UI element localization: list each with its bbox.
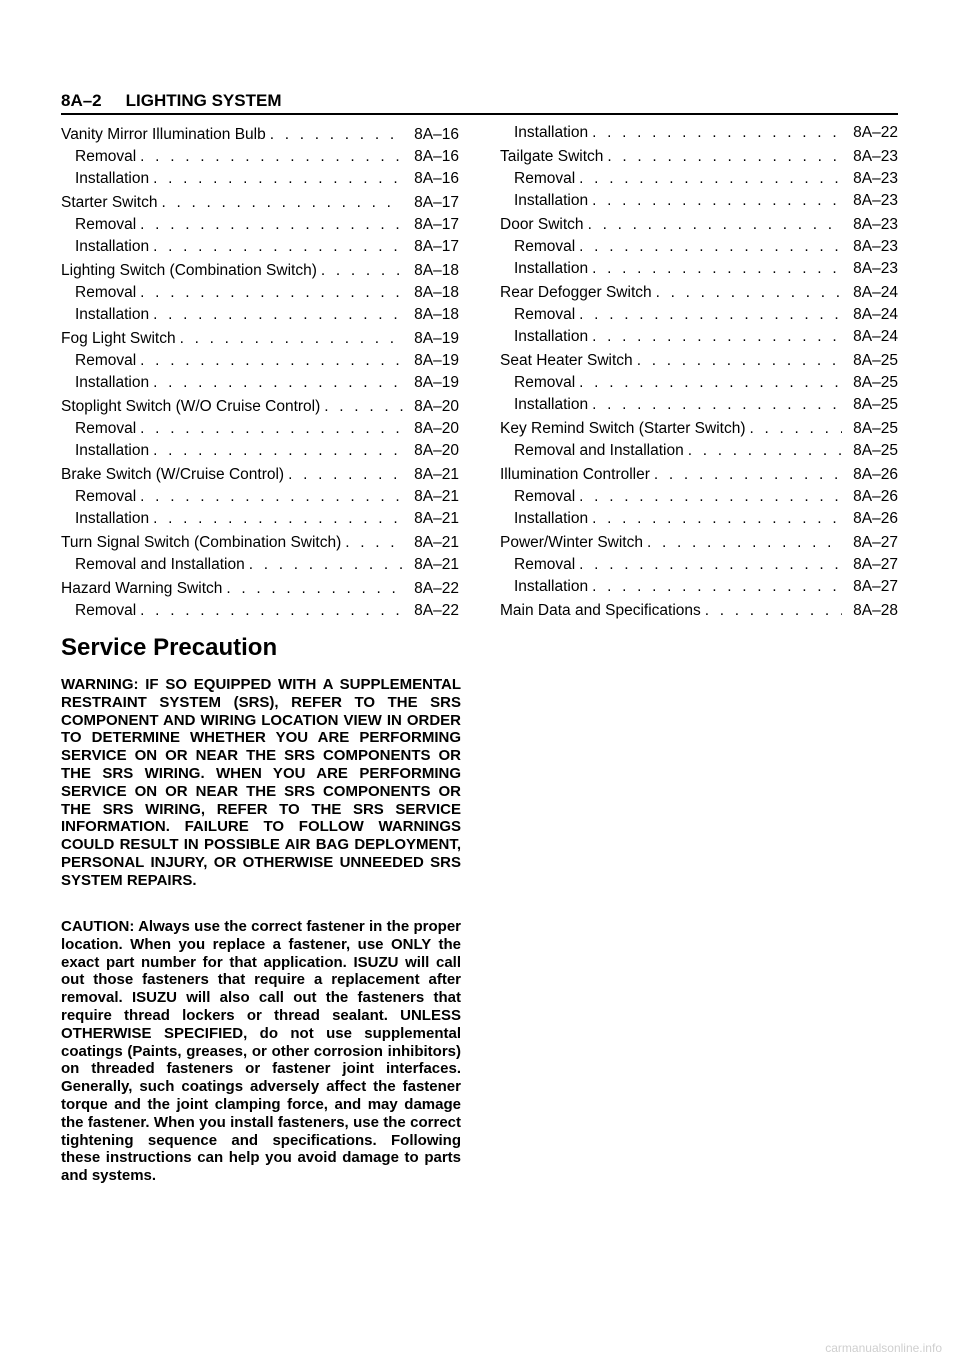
toc-leader-dots bbox=[637, 352, 842, 370]
toc-leader-dots bbox=[324, 398, 403, 416]
toc-leader-dots bbox=[153, 510, 403, 528]
toc-entry-title: Removal and Installation bbox=[514, 442, 684, 459]
toc-entry-title: Removal bbox=[514, 488, 576, 505]
toc-entry-page: 8A–22 bbox=[414, 580, 459, 597]
toc-entry[interactable] bbox=[500, 602, 898, 624]
toc-entry-page: 8A–26 bbox=[853, 510, 898, 527]
toc-leader-dots bbox=[153, 374, 403, 392]
toc-entry-page: 8A–19 bbox=[414, 330, 459, 347]
toc-leader-dots bbox=[592, 578, 842, 596]
toc-leader-dots bbox=[592, 396, 842, 414]
toc-leader-dots bbox=[688, 442, 842, 460]
toc-entry[interactable] bbox=[61, 580, 459, 602]
toc-entry-page: 8A–26 bbox=[853, 488, 898, 505]
toc-entry[interactable] bbox=[61, 510, 459, 532]
toc-entry[interactable] bbox=[500, 124, 898, 146]
toc-entry-title: Installation bbox=[75, 238, 150, 255]
toc-entry-page: 8A–21 bbox=[414, 466, 459, 483]
toc-entry-title: Rear Defogger Switch bbox=[500, 284, 652, 301]
toc-entry[interactable] bbox=[500, 534, 898, 556]
toc-entry[interactable] bbox=[61, 216, 459, 238]
toc-entry[interactable] bbox=[61, 352, 459, 374]
toc-leader-dots bbox=[592, 510, 842, 528]
toc-entry[interactable] bbox=[500, 260, 898, 282]
toc-entry-page: 8A–26 bbox=[853, 466, 898, 483]
toc-entry[interactable] bbox=[500, 328, 898, 350]
toc-entry[interactable] bbox=[61, 148, 459, 170]
toc-entry[interactable] bbox=[500, 238, 898, 260]
toc-entry-title: Starter Switch bbox=[61, 194, 158, 211]
toc-leader-dots bbox=[607, 148, 842, 166]
toc-entry[interactable] bbox=[61, 126, 459, 148]
toc-entry[interactable] bbox=[500, 352, 898, 374]
toc-entry-title: Stoplight Switch (W/O Cruise Control) bbox=[61, 398, 321, 415]
toc-leader-dots bbox=[592, 124, 842, 142]
toc-entry[interactable] bbox=[61, 262, 459, 284]
section-title: Service Precaution bbox=[61, 634, 278, 661]
toc-leader-dots bbox=[579, 170, 842, 188]
toc-leader-dots bbox=[705, 602, 842, 620]
toc-entry-page: 8A–20 bbox=[414, 420, 459, 437]
toc-entry-page: 8A–18 bbox=[414, 284, 459, 301]
toc-leader-dots bbox=[579, 306, 842, 324]
toc-entry-page: 8A–27 bbox=[853, 578, 898, 595]
toc-entry[interactable] bbox=[500, 170, 898, 192]
toc-entry-page: 8A–19 bbox=[414, 352, 459, 369]
toc-entry-title: Removal bbox=[514, 374, 576, 391]
toc-leader-dots bbox=[161, 194, 403, 212]
toc-entry-page: 8A–22 bbox=[414, 602, 459, 619]
toc-leader-dots bbox=[226, 580, 403, 598]
toc-entry-page: 8A–23 bbox=[853, 260, 898, 277]
toc-leader-dots bbox=[588, 216, 842, 234]
toc-entry[interactable] bbox=[61, 238, 459, 260]
toc-leader-dots bbox=[140, 420, 403, 438]
toc-leader-dots bbox=[321, 262, 403, 280]
toc-entry-title: Turn Signal Switch (Combination Switch) bbox=[61, 534, 342, 551]
toc-entry-page: 8A–21 bbox=[414, 488, 459, 505]
toc-entry-page: 8A–24 bbox=[853, 306, 898, 323]
toc-leader-dots bbox=[153, 238, 403, 256]
toc-entry[interactable] bbox=[61, 488, 459, 510]
toc-entry[interactable] bbox=[61, 420, 459, 442]
toc-entry[interactable] bbox=[61, 442, 459, 464]
toc-entry-title: Installation bbox=[75, 442, 150, 459]
toc-entry[interactable] bbox=[61, 602, 459, 624]
toc-leader-dots bbox=[579, 374, 842, 392]
toc-leader-dots bbox=[654, 466, 842, 484]
toc-leader-dots bbox=[592, 260, 842, 278]
toc-leader-dots bbox=[270, 126, 403, 144]
toc-entry-title: Removal bbox=[514, 170, 576, 187]
toc-entry-title: Installation bbox=[514, 192, 589, 209]
toc-entry-title: Removal bbox=[514, 238, 576, 255]
page-header bbox=[61, 90, 898, 112]
toc-entry-title: Installation bbox=[75, 374, 150, 391]
toc-entry-page: 8A–23 bbox=[853, 170, 898, 187]
toc-entry-title: Door Switch bbox=[500, 216, 584, 233]
warning-paragraph: WARNING: IF SO EQUIPPED WITH A SUPPLEMENTAL RESTRAINT SYSTEM (SRS), REFER TO THE SRS COMPONENT AND WIRING LOCATION VIEW IN ORDER TO DETERMINE WHETHER YOU ARE PERFORMING SERVICE ON OR NEAR THE SRS COMPONENTS OR THE SRS WIRING. WHEN YOU ARE PERFORMING SERVICE ON OR NEAR THE SRS COMPONENTS OR THE SRS WIRING, REFER TO THE SRS SERVICE INFORMATION. FAILURE TO FOLLOW WARNINGS COULD RESULT IN POSSIBLE AIR BAG DEPLOYMENT, PERSONAL INJURY, OR OTHERWISE UNNEEDED SRS SYSTEM REPAIRS. bbox=[61, 676, 461, 889]
toc-entry-title: Installation bbox=[514, 260, 589, 277]
toc-entry-page: 8A–25 bbox=[853, 442, 898, 459]
toc-entry-page: 8A–19 bbox=[414, 374, 459, 391]
toc-entry-page: 8A–21 bbox=[414, 510, 459, 527]
toc-entry-title: Removal bbox=[75, 352, 137, 369]
toc-entry-title: Removal bbox=[75, 148, 137, 165]
toc-entry[interactable] bbox=[61, 170, 459, 192]
toc-entry[interactable] bbox=[500, 374, 898, 396]
toc-entry-page: 8A–23 bbox=[853, 148, 898, 165]
toc-leader-dots bbox=[140, 284, 403, 302]
toc-entry[interactable] bbox=[500, 148, 898, 170]
toc-entry-page: 8A–18 bbox=[414, 262, 459, 279]
toc-entry-title: Fog Light Switch bbox=[61, 330, 176, 347]
toc-leader-dots bbox=[153, 170, 403, 188]
toc-leader-dots bbox=[153, 306, 403, 324]
toc-entry[interactable] bbox=[500, 510, 898, 532]
toc-right-column bbox=[500, 124, 898, 624]
toc-leader-dots bbox=[140, 148, 403, 166]
toc-leader-dots bbox=[579, 488, 842, 506]
toc-entry-page: 8A–27 bbox=[853, 556, 898, 573]
toc-entry-title: Removal bbox=[75, 602, 137, 619]
toc-entry[interactable] bbox=[61, 466, 459, 488]
toc-entry-page: 8A–20 bbox=[414, 442, 459, 459]
toc-leader-dots bbox=[750, 420, 843, 438]
toc-entry-title: Installation bbox=[75, 306, 150, 323]
toc-leader-dots bbox=[140, 352, 403, 370]
toc-entry-title: Removal bbox=[75, 488, 137, 505]
toc-entry-title: Installation bbox=[514, 578, 589, 595]
toc-entry-title: Installation bbox=[514, 510, 589, 527]
toc-entry-title: Power/Winter Switch bbox=[500, 534, 643, 551]
toc-entry-page: 8A–25 bbox=[853, 352, 898, 369]
caution-paragraph: CAUTION: Always use the correct fastener in the proper location. When you replace a fastener, use ONLY the exact part number for that application. ISUZU will call out those fasteners that require a replacement after removal. ISUZU will also call out the fasteners that require thread lockers or thread sealant. UNLESS OTHERWISE SPECIFIED, do not use supplemental coatings (Paints, greases, or other corrosion inhibitors) on threaded fasteners or fastener joint interfaces. Generally, such coatings adversely affect the fastener torque and the joint clamping force, and may damage the fastener. When you install fasteners, use the correct tightening sequence and specifications. Following these instructions can help you avoid damage to parts and systems. bbox=[61, 918, 461, 1185]
toc-entry-page: 8A–16 bbox=[414, 126, 459, 143]
toc-entry-page: 8A–23 bbox=[853, 192, 898, 209]
toc-entry-title: Installation bbox=[514, 396, 589, 413]
toc-entry[interactable] bbox=[61, 330, 459, 352]
toc-entry[interactable] bbox=[500, 396, 898, 418]
toc-entry-title: Removal bbox=[514, 306, 576, 323]
toc-entry-page: 8A–22 bbox=[853, 124, 898, 141]
toc-entry-page: 8A–16 bbox=[414, 170, 459, 187]
toc-entry[interactable] bbox=[500, 216, 898, 238]
toc-entry[interactable] bbox=[61, 284, 459, 306]
toc-leader-dots bbox=[592, 328, 842, 346]
toc-entry[interactable] bbox=[500, 556, 898, 578]
toc-entry[interactable] bbox=[500, 488, 898, 510]
toc-entry-page: 8A–25 bbox=[853, 374, 898, 391]
toc-entry[interactable] bbox=[500, 442, 898, 464]
toc-entry-page: 8A–17 bbox=[414, 216, 459, 233]
toc-entry[interactable] bbox=[500, 192, 898, 214]
chapter-title: LIGHTING SYSTEM bbox=[125, 91, 282, 110]
toc-entry[interactable] bbox=[500, 306, 898, 328]
toc-entry-page: 8A–24 bbox=[853, 284, 898, 301]
toc-entry[interactable] bbox=[500, 578, 898, 600]
toc-entry-title: Illumination Controller bbox=[500, 466, 650, 483]
toc-leader-dots bbox=[592, 192, 842, 210]
toc-leader-dots bbox=[153, 442, 403, 460]
toc-leader-dots bbox=[140, 216, 403, 234]
toc-entry-title: Removal bbox=[75, 420, 137, 437]
toc-entry-page: 8A–21 bbox=[414, 534, 459, 551]
toc-leader-dots bbox=[180, 330, 403, 348]
toc-leader-dots bbox=[579, 556, 842, 574]
toc-entry-title: Vanity Mirror Illumination Bulb bbox=[61, 126, 266, 143]
toc-leader-dots bbox=[288, 466, 403, 484]
toc-entry[interactable] bbox=[500, 466, 898, 488]
toc-leader-dots bbox=[656, 284, 842, 302]
toc-entry-page: 8A–23 bbox=[853, 216, 898, 233]
toc-entry-page: 8A–17 bbox=[414, 238, 459, 255]
toc-entry-page: 8A–27 bbox=[853, 534, 898, 551]
toc-entry-title: Removal and Installation bbox=[75, 556, 245, 573]
toc-entry-page: 8A–23 bbox=[853, 238, 898, 255]
toc-entry-title: Main Data and Specifications bbox=[500, 602, 701, 619]
toc-entry-page: 8A–16 bbox=[414, 148, 459, 165]
toc-entry-title: Installation bbox=[75, 510, 150, 527]
toc-entry-title: Installation bbox=[514, 328, 589, 345]
toc-leader-dots bbox=[140, 602, 403, 620]
toc-entry[interactable] bbox=[500, 420, 898, 442]
toc-left-column bbox=[61, 124, 459, 624]
toc-entry[interactable] bbox=[61, 534, 459, 556]
toc-entry-title: Removal bbox=[75, 216, 137, 233]
page-number: 8A–2 bbox=[61, 91, 102, 110]
toc-entry-title: Brake Switch (W/Cruise Control) bbox=[61, 466, 285, 483]
toc-leader-dots bbox=[345, 534, 403, 552]
toc-entry-title: Installation bbox=[75, 170, 150, 187]
toc-entry-page: 8A–28 bbox=[853, 602, 898, 619]
toc-entry-page: 8A–25 bbox=[853, 420, 898, 437]
toc-entry-page: 8A–25 bbox=[853, 396, 898, 413]
toc-entry-title: Key Remind Switch (Starter Switch) bbox=[500, 420, 746, 437]
toc-entry-title: Installation bbox=[514, 124, 589, 141]
toc-entry-page: 8A–24 bbox=[853, 328, 898, 345]
toc-entry[interactable] bbox=[61, 306, 459, 328]
toc-leader-dots bbox=[249, 556, 403, 574]
toc-entry-title: Tailgate Switch bbox=[500, 148, 604, 165]
toc-entry[interactable] bbox=[61, 398, 459, 420]
header-rule bbox=[61, 113, 898, 115]
toc-leader-dots bbox=[647, 534, 842, 552]
toc-entry-title: Removal bbox=[75, 284, 137, 301]
toc-entry[interactable] bbox=[61, 556, 459, 578]
toc-entry-title: Hazard Warning Switch bbox=[61, 580, 223, 597]
toc-entry-title: Lighting Switch (Combination Switch) bbox=[61, 262, 317, 279]
toc-entry-page: 8A–20 bbox=[414, 398, 459, 415]
toc-entry-page: 8A–17 bbox=[414, 194, 459, 211]
toc-entry-title: Seat Heater Switch bbox=[500, 352, 633, 369]
toc-entry[interactable] bbox=[61, 374, 459, 396]
toc-entry-title: Removal bbox=[514, 556, 576, 573]
toc-leader-dots bbox=[140, 488, 403, 506]
toc-entry[interactable] bbox=[500, 284, 898, 306]
toc-entry[interactable] bbox=[61, 194, 459, 216]
toc-entry-page: 8A–21 bbox=[414, 556, 459, 573]
footer-watermark: carmanualsonline.info bbox=[825, 1341, 942, 1355]
toc-entry-page: 8A–18 bbox=[414, 306, 459, 323]
toc-leader-dots bbox=[579, 238, 842, 256]
